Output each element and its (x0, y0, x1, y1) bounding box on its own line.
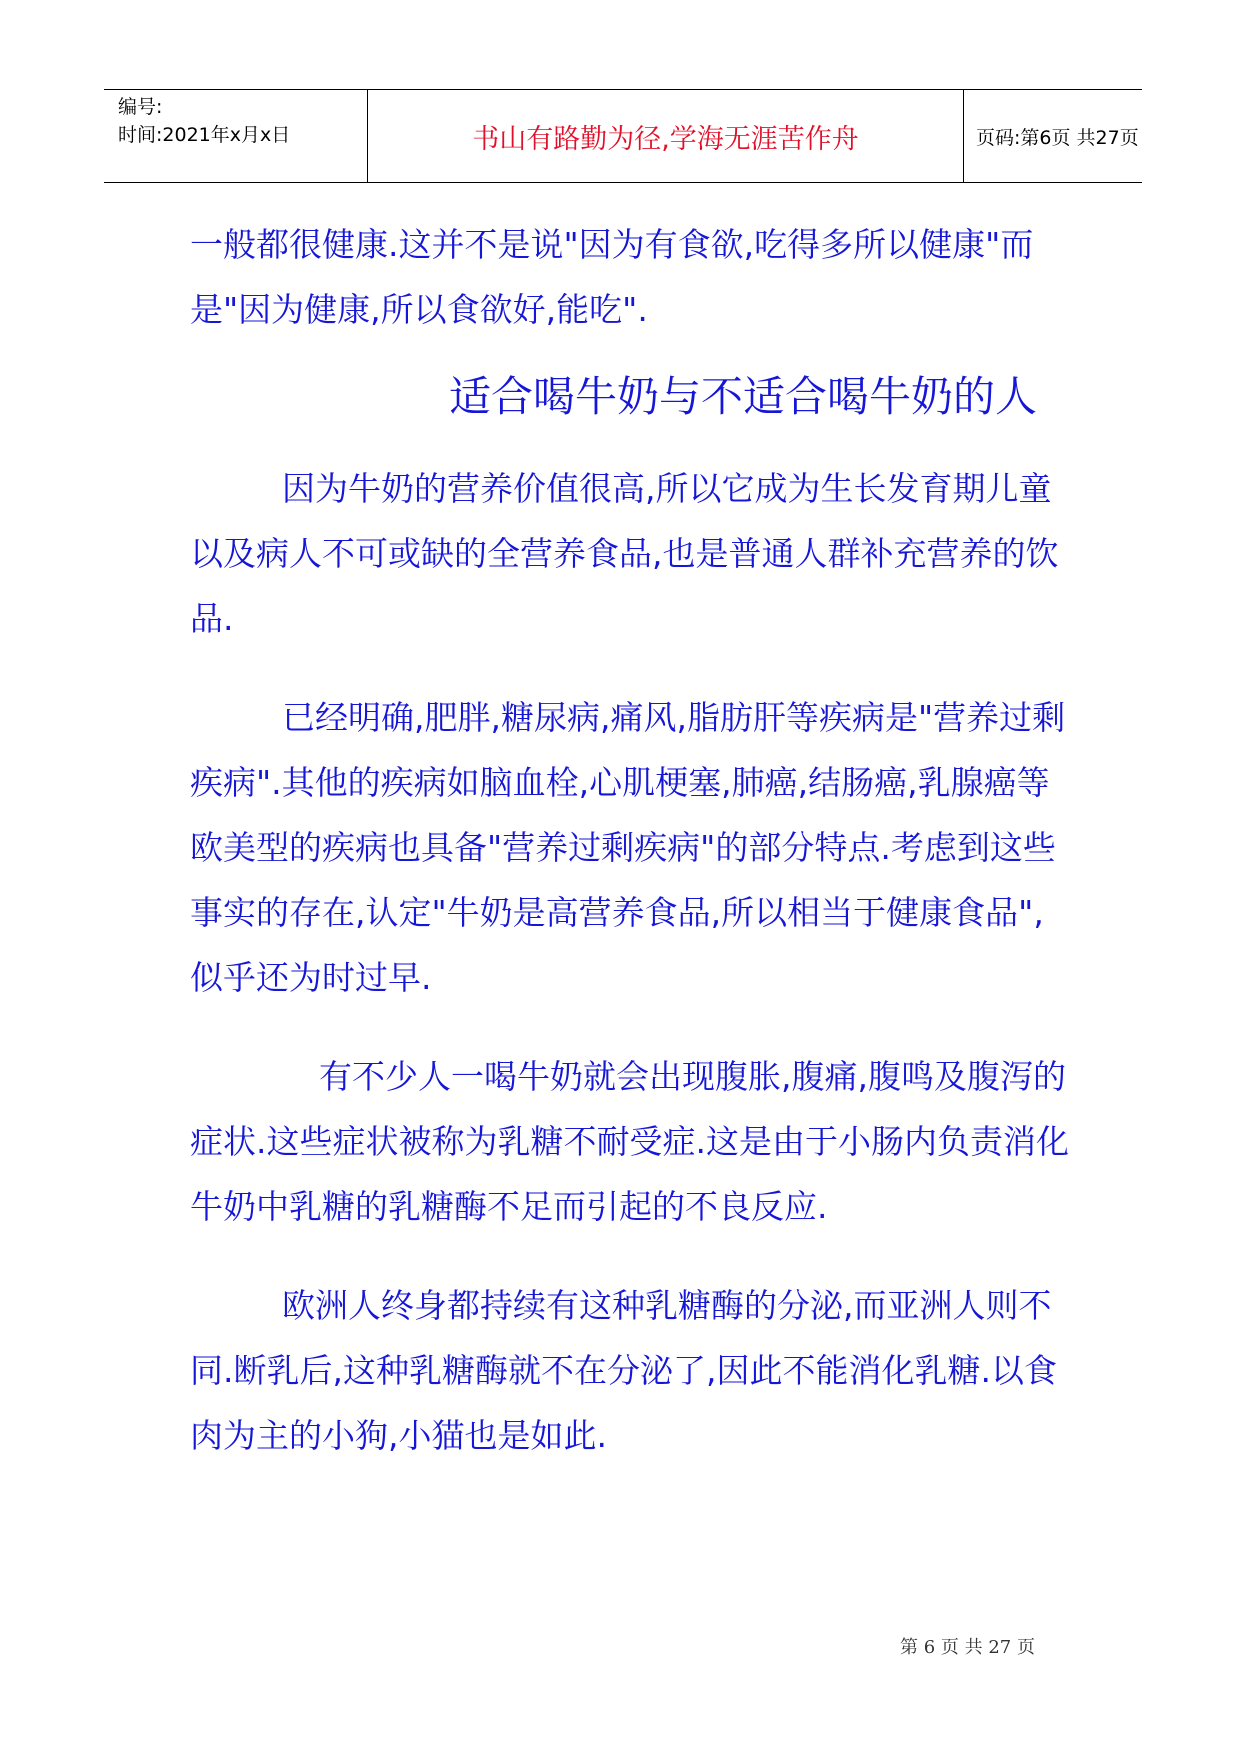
document-body (190, 212, 1075, 1468)
page-footer: 第 6 页 共 27 页 (900, 1637, 1035, 1658)
header-meta-cell (104, 90, 368, 182)
section-heading: 适合喝牛奶与不适合喝牛奶的人 (448, 372, 1037, 421)
document-time-label: 时间:2021年x月x日 (118, 124, 291, 146)
paragraph-nutrition-value: 因为牛奶的营养价值很高,所以它成为生长发育期儿童以及病人不可或缺的全营养食品,也是普通人群补充营养的饮品. (190, 469, 1059, 638)
header-motto-cell (368, 90, 964, 182)
page-header (104, 89, 1142, 183)
document-number-label: 编号: (118, 96, 163, 118)
paragraph-lactase-secretion: 欧洲人终身都持续有这种乳糖酶的分泌,而亚洲人则不同.断乳后,这种乳糖酶就不在分泌了,因此不能消化乳糖.以食肉为主的小狗,小猫也是如此. (190, 1286, 1057, 1455)
header-page-info: 页码:第6页 共27页 (976, 126, 1139, 149)
header-motto: 书山有路勤为径,学海无涯苦作舟 (472, 123, 859, 155)
paragraph-lactose-intolerance: 有不少人一喝牛奶就会出现腹胀,腹痛,腹鸣及腹泻的症状.这些症状被称为乳糖不耐受症.这是由于小肠内负责消化牛奶中乳糖的乳糖酶不足而引起的不良反应. (190, 1057, 1069, 1226)
paragraph-overnutrition-diseases: 已经明确,肥胖,糖尿病,痛风,脂肪肝等疾病是"营养过剩疾病".其他的疾病如脑血栓,心肌梗塞,肺癌,结肠癌,乳腺癌等欧美型的疾病也具备"营养过剩疾病"的部分特点.考虑到这些事实的存在,认定"牛奶是高营养食品,所以相当于健康食品",似乎还为时过早. (190, 698, 1066, 997)
header-page-cell (964, 90, 1142, 182)
paragraph-continuation: 一般都很健康.这并不是说"因为有食欲,吃得多所以健康"而是"因为健康,所以食欲好,能吃". (190, 225, 1034, 329)
